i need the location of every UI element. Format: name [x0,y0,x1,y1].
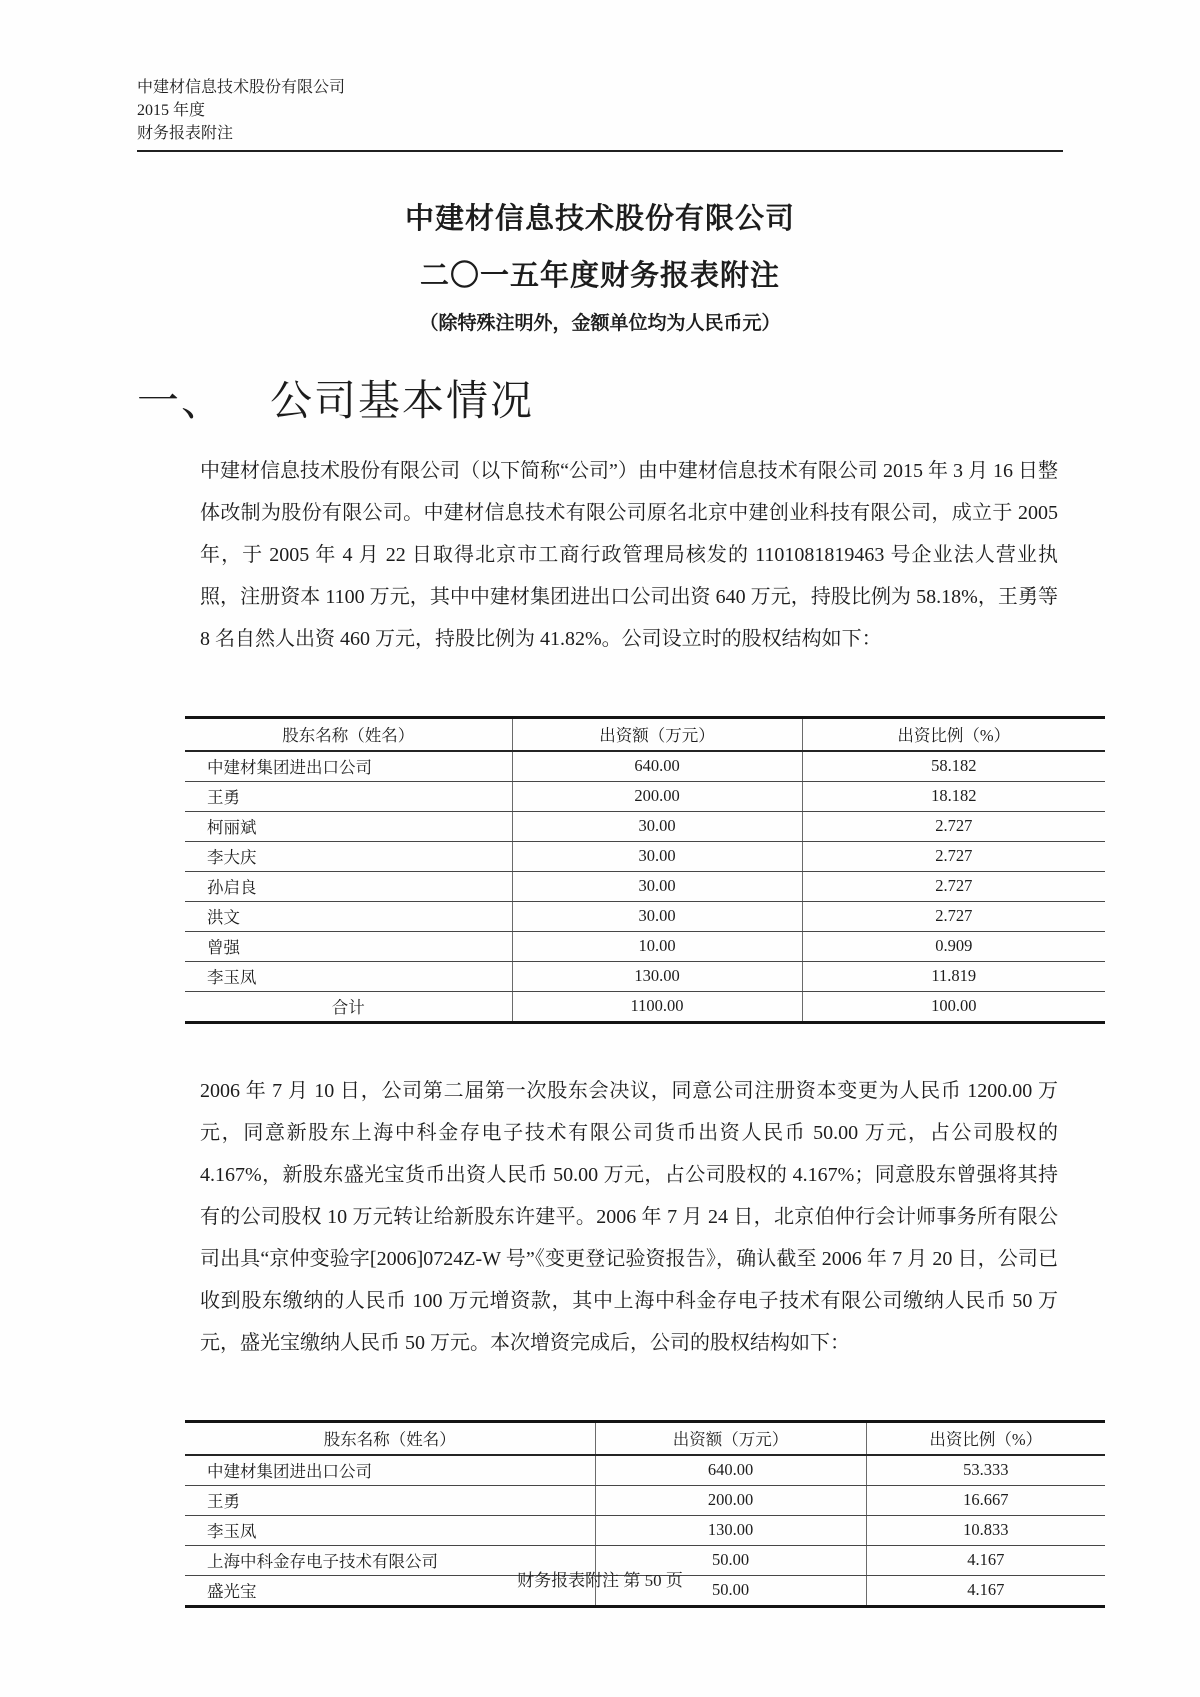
total-ratio: 100.00 [802,991,1105,1022]
section-title: 公司基本情况 [270,379,535,425]
contribution-amount: 50.00 [595,1575,866,1606]
section-number: 一、 [137,379,226,425]
contribution-amount: 10.00 [512,931,802,961]
contribution-amount: 30.00 [512,811,802,841]
shareholder-name: 孙启良 [185,871,512,901]
shareholder-name: 李玉凤 [185,961,512,991]
contribution-ratio: 2.727 [802,811,1105,841]
contribution-amount: 50.00 [595,1545,866,1575]
table-row [185,931,1105,961]
shareholder-name: 王勇 [185,781,512,811]
contribution-ratio: 11.819 [802,961,1105,991]
contribution-ratio: 0.909 [802,931,1105,961]
shareholder-name: 盛光宝 [207,1582,257,1602]
col-header-ratio: 出资比例（%） [866,1421,1105,1455]
page-header [137,76,1063,145]
contribution-amount: 200.00 [512,781,802,811]
table-header-row [185,717,1105,751]
contribution-ratio: 2.727 [802,901,1105,931]
shareholder-name: 曾强 [185,931,512,961]
contribution-ratio: 16.667 [866,1485,1105,1515]
running-head-doc: 财务报表附注 [137,125,234,142]
paragraph-capital-increase: 2006 年 7 月 10 日，公司第二届第一次股东会决议，同意公司注册资本变更为人民币 1200.00 万元，同意新股东上海中科金存电子技术有限公司货币出资人民币 50.00 万元，占公司股权的 4.167%，新股东盛光宝货币出资人民币 50.00 万元，占公司股权的 4.167%；同意股东曾强将其持有的公司股权 10 万元转让给新股东许建平。2006 年 7 月 24 日，北京伯仲行会计师事务所有限公司出具“京仲变验字[2006]0724Z-W 号”《变更登记验资报告》，确认截至 2006 年 7 月 20 日，公司已收到股东缴纳的人民币 100 万元增资款，其中上海中科金存电子技术有限公司缴纳人民币 50 万元，盛光宝缴纳人民币 50 万元。本次增资完成后，公司的股权结构如下： [200,1079,1058,1354]
contribution-ratio: 53.333 [866,1455,1105,1486]
contribution-amount: 640.00 [512,751,802,782]
contribution-amount: 30.00 [512,901,802,931]
col-header-ratio: 出资比例（%） [802,717,1105,751]
contribution-ratio: 2.727 [802,841,1105,871]
table-row [185,901,1105,931]
contribution-amount: 30.00 [512,841,802,871]
contribution-ratio: 18.182 [802,781,1105,811]
table-total-row [185,991,1105,1022]
shareholder-name: 李玉凤 [185,1515,595,1545]
col-header-contribution: 出资额（万元） [595,1421,866,1455]
table-row [185,961,1105,991]
shareholder-name: 柯丽斌 [185,811,512,841]
doc-title-report: 二〇一五年度财务报表附注 [419,260,780,292]
contribution-amount: 30.00 [512,871,802,901]
contribution-amount: 200.00 [595,1485,866,1515]
table-header-row [185,1421,1105,1455]
table-row [185,751,1105,782]
col-header-contribution: 出资额（万元） [512,717,802,751]
contribution-ratio: 2.727 [802,871,1105,901]
shareholder-name: 洪文 [185,901,512,931]
contribution-ratio: 10.833 [866,1515,1105,1545]
header-divider [137,150,1063,152]
shareholder-name: 王勇 [185,1485,595,1515]
shareholder-name: 上海中科金存电子技术有限公司 [185,1545,595,1575]
doc-title-company: 中建材信息技术股份有限公司 [404,203,795,235]
page-footer: 财务报表附注 第 50 页 [517,1571,683,1590]
shareholder-name: 中建材集团进出口公司 [185,1455,595,1486]
contribution-ratio: 58.182 [802,751,1105,782]
table-row [185,781,1105,811]
total-label: 合计 [331,998,365,1018]
contribution-amount: 130.00 [595,1515,866,1545]
contribution-amount: 130.00 [512,961,802,991]
contribution-ratio: 4.167 [866,1545,1105,1575]
section-heading [137,375,1063,430]
paragraph-company-overview: 中建材信息技术股份有限公司（以下简称“公司”）由中建材信息技术有限公司 2015 年 3 月 16 日整体改制为股份有限公司。中建材信息技术有限公司原名北京中建创业科技有限公司，成立于 2005 年，于 2005 年 4 月 22 日取得北京市工商行政管理局核发的 1101081819463 号企业法人营业执照，注册资本 1100 万元，其中中建材集团进出口公司出资 640 万元，持股比例为 58.18%，王勇等 8 名自然人出资 460 万元，持股比例为 41.82%。公司设立时的股权结构如下： [200,459,1058,650]
shareholder-name: 中建材集团进出口公司 [185,751,512,782]
col-header-shareholder: 股东名称（姓名） [185,1421,595,1455]
shareholder-table-initial [185,716,1105,1024]
total-contribution: 1100.00 [512,991,802,1022]
table-row [185,811,1105,841]
table-row [185,1485,1105,1515]
doc-title-note: （除特殊注明外，金额单位均为人民币元） [419,313,781,334]
table-row [185,1455,1105,1486]
table-row [185,871,1105,901]
running-head-company: 中建材信息技术股份有限公司 [137,79,346,96]
contribution-ratio: 4.167 [866,1575,1105,1606]
running-head-year: 2015 年度 [137,102,206,119]
col-header-shareholder: 股东名称（姓名） [185,717,512,751]
contribution-amount: 640.00 [595,1455,866,1486]
shareholder-name: 李大庆 [185,841,512,871]
table-row [185,841,1105,871]
table-row [185,1515,1105,1545]
